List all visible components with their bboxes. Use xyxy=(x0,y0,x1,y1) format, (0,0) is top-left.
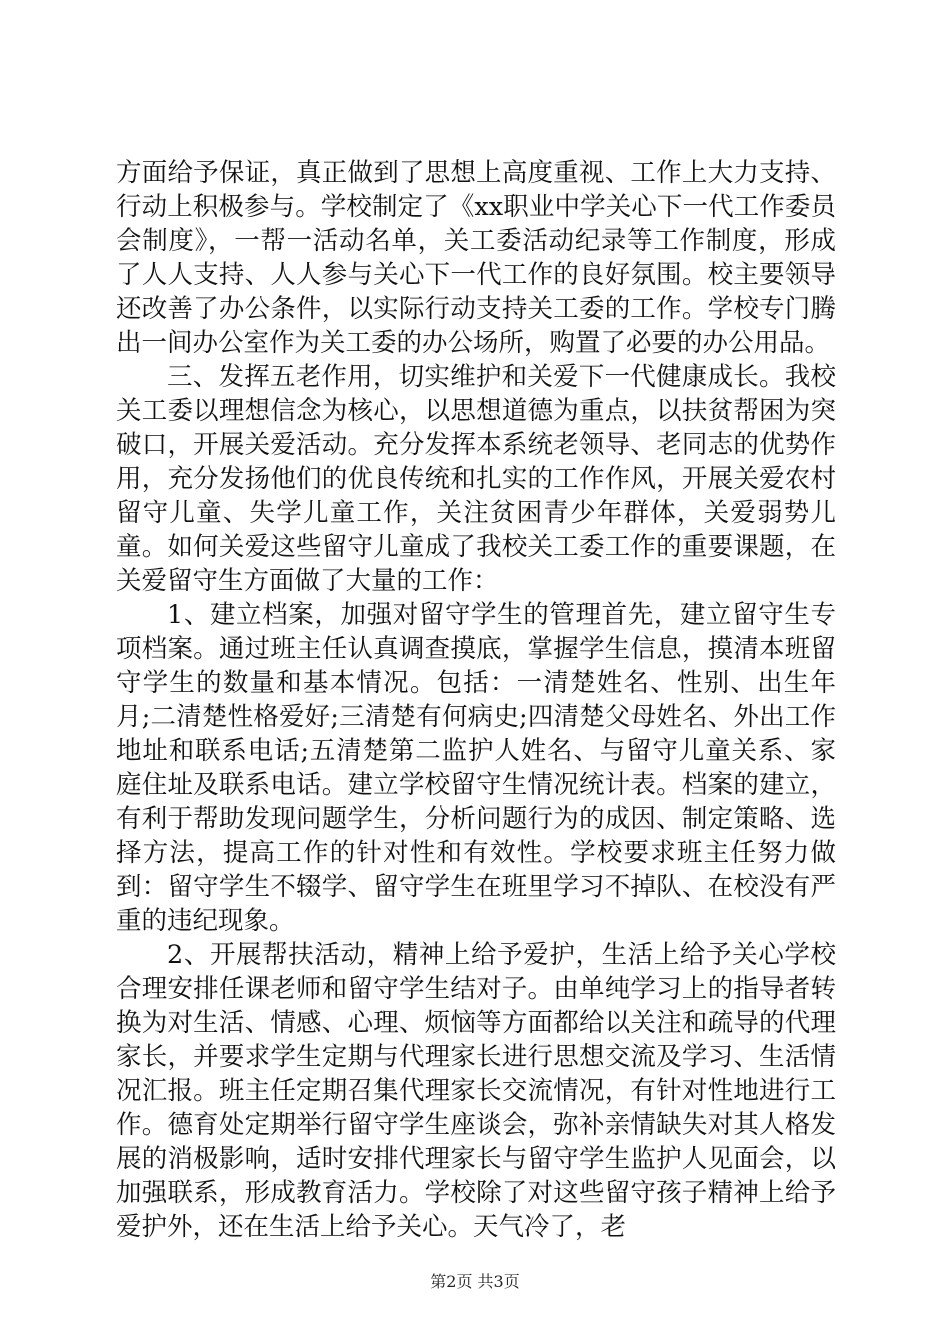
paragraph-3: 1、建立档案，加强对留守学生的管理首先，建立留守生专项档案。通过班主任认真调查摸底，掌握学生信息，摸清本班留守学生的数量和基本情况。包括：一清楚姓名、性别、出生年月;二清楚性格爱好;三清楚有何病史;四清楚父母姓名、外出工作地址和联系电话;五清楚第二监护人姓名、与留守儿童关系、家庭住址及联系电话。建立学校留守生情况统计表。档案的建立，有利于帮助发现问题学生，分析问题行为的成因、制定策略、选择方法，提高工作的针对性和有效性。学校要求班主任努力做到：留守学生不辍学、留守学生在班里学习不掉队、在校没有严重的违纪现象。 xyxy=(116,600,836,936)
paragraph-4: 2、开展帮扶活动，精神上给予爱护，生活上给予关心学校合理安排任课老师和留守学生结对子。由单纯学习上的指导者转换为对生活、情感、心理、烦恼等方面都给以关注和疏导的代理家长，并要求学生定期与代理家长进行思想交流及学习、生活情况汇报。班主任定期召集代理家长交流情况，有针对性地进行工作。德育处定期举行留守学生座谈会，弥补亲情缺失对其人格发展的消极影响，适时安排代理家长与留守学生监护人见面会，以加强联系，形成教育活力。学校除了对这些留守孩子精神上给予爱护外，还在生活上给予关心。天气冷了，老 xyxy=(116,940,836,1242)
page-number-footer: 第2页 共3页 xyxy=(430,1272,520,1291)
document-body xyxy=(116,156,836,1244)
paragraph-1: 方面给予保证，真正做到了思想上高度重视、工作上大力支持、行动上积极参与。学校制定了《xx职业中学关心下一代工作委员会制度》，一帮一活动名单，关工委活动纪录等工作制度，形成了人人支持、人人参与关心下一代工作的良好氛围。校主要领导还改善了办公条件，以实际行动支持关工委的工作。学校专门腾出一间办公室作为关工委的办公场所，购置了必要的办公用品。 xyxy=(116,158,836,358)
paragraph-2: 三、发挥五老作用，切实维护和关爱下一代健康成长。我校关工委以理想信念为核心，以思想道德为重点，以扶贫帮困为突破口，开展关爱活动。充分发挥本系统老领导、老同志的优势作用，充分发扬他们的优良传统和扎实的工作作风，开展关爱农村留守儿童、失学儿童工作，关注贫困青少年群体，关爱弱势儿童。如何关爱这些留守儿童成了我校关工委工作的重要课题，在关爱留守生方面做了大量的工作： xyxy=(116,362,836,596)
